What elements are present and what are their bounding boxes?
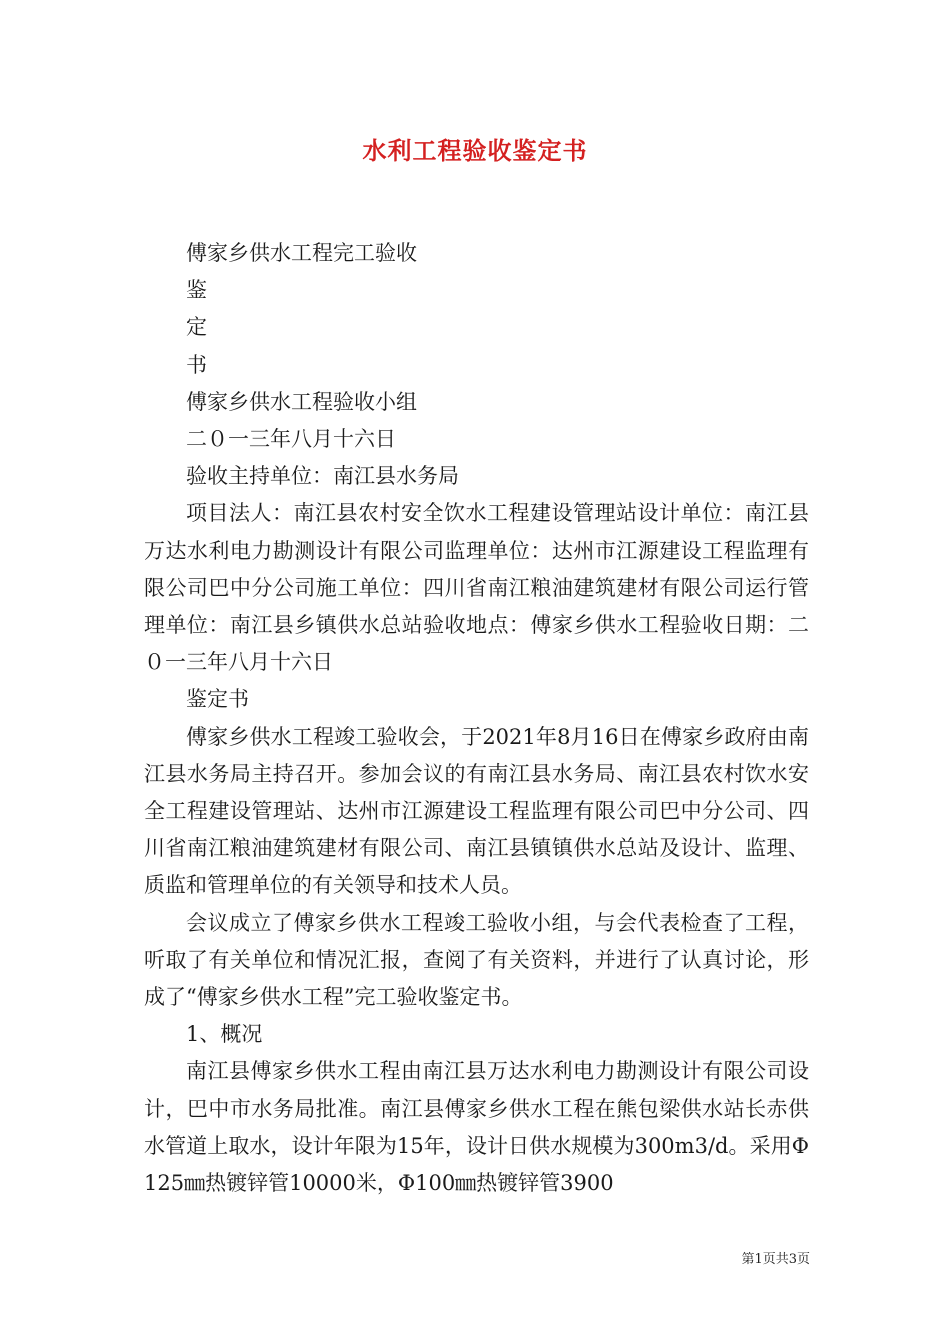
cover-line-date: 二０一三年八月十六日	[186, 427, 396, 452]
paragraph-overview: 南江县傅家乡供水工程由南江县万达水利电力勘测设计有限公司设计，巴中市水务局批准。南江县傅家乡供水工程在熊包梁供水站长赤供水管道上取水，设计年限为15年，设计日供水规模为300m3/d。采用Φ125㎜热镀锌管10000米，Φ100㎜热镀锌管3900	[144, 1059, 809, 1196]
cover-line-group: 傅家乡供水工程验收小组	[186, 389, 417, 414]
paragraph-group: 会议成立了傅家乡供水工程竣工验收小组，与会代表检查了工程，听取了有关单位和情况汇报，查阅了有关资料，并进行了认真讨论，形成了“傅家乡供水工程”完工验收鉴定书。	[144, 910, 809, 1010]
paragraph-meeting: 傅家乡供水工程竣工验收会，于2021年8月16日在傅家乡政府由南江县水务局主持召开。参加会议的有南江县水务局、南江县农村饮水安全工程建设管理站、达州市江源建设工程监理有限公司巴中分公司、四川省南江粮油建筑建材有限公司、南江县镇镇供水总站及设计、监理、质监和管理单位的有关领导和技术人员。	[144, 724, 809, 898]
heading-overview: 1、概况	[186, 1022, 263, 1047]
cover-line-host: 验收主持单位：南江县水务局	[186, 464, 459, 489]
cover-line-ding: 定	[186, 315, 207, 340]
heading-appraisal: 鉴定书	[186, 687, 249, 712]
paragraph-parties: 项目法人：南江县农村安全饮水工程建设管理站设计单位：南江县万达水利电力勘测设计有限公司监理单位：达州市江源建设工程监理有限公司巴中分公司施工单位：四川省南江粮油建筑建材有限公司运行管理单位：南江县乡镇供水总站验收地点：傅家乡供水工程验收日期：二０一三年八月十六日	[144, 501, 809, 675]
cover-line-shu: 书	[186, 352, 207, 377]
cover-line-project: 傅家乡供水工程完工验收	[186, 241, 417, 265]
cover-line-jian: 鉴	[186, 278, 207, 303]
document-title: 水利工程验收鉴定书	[362, 136, 588, 165]
document-body	[144, 235, 809, 1202]
page-number: 第1页共3页	[741, 1252, 810, 1267]
